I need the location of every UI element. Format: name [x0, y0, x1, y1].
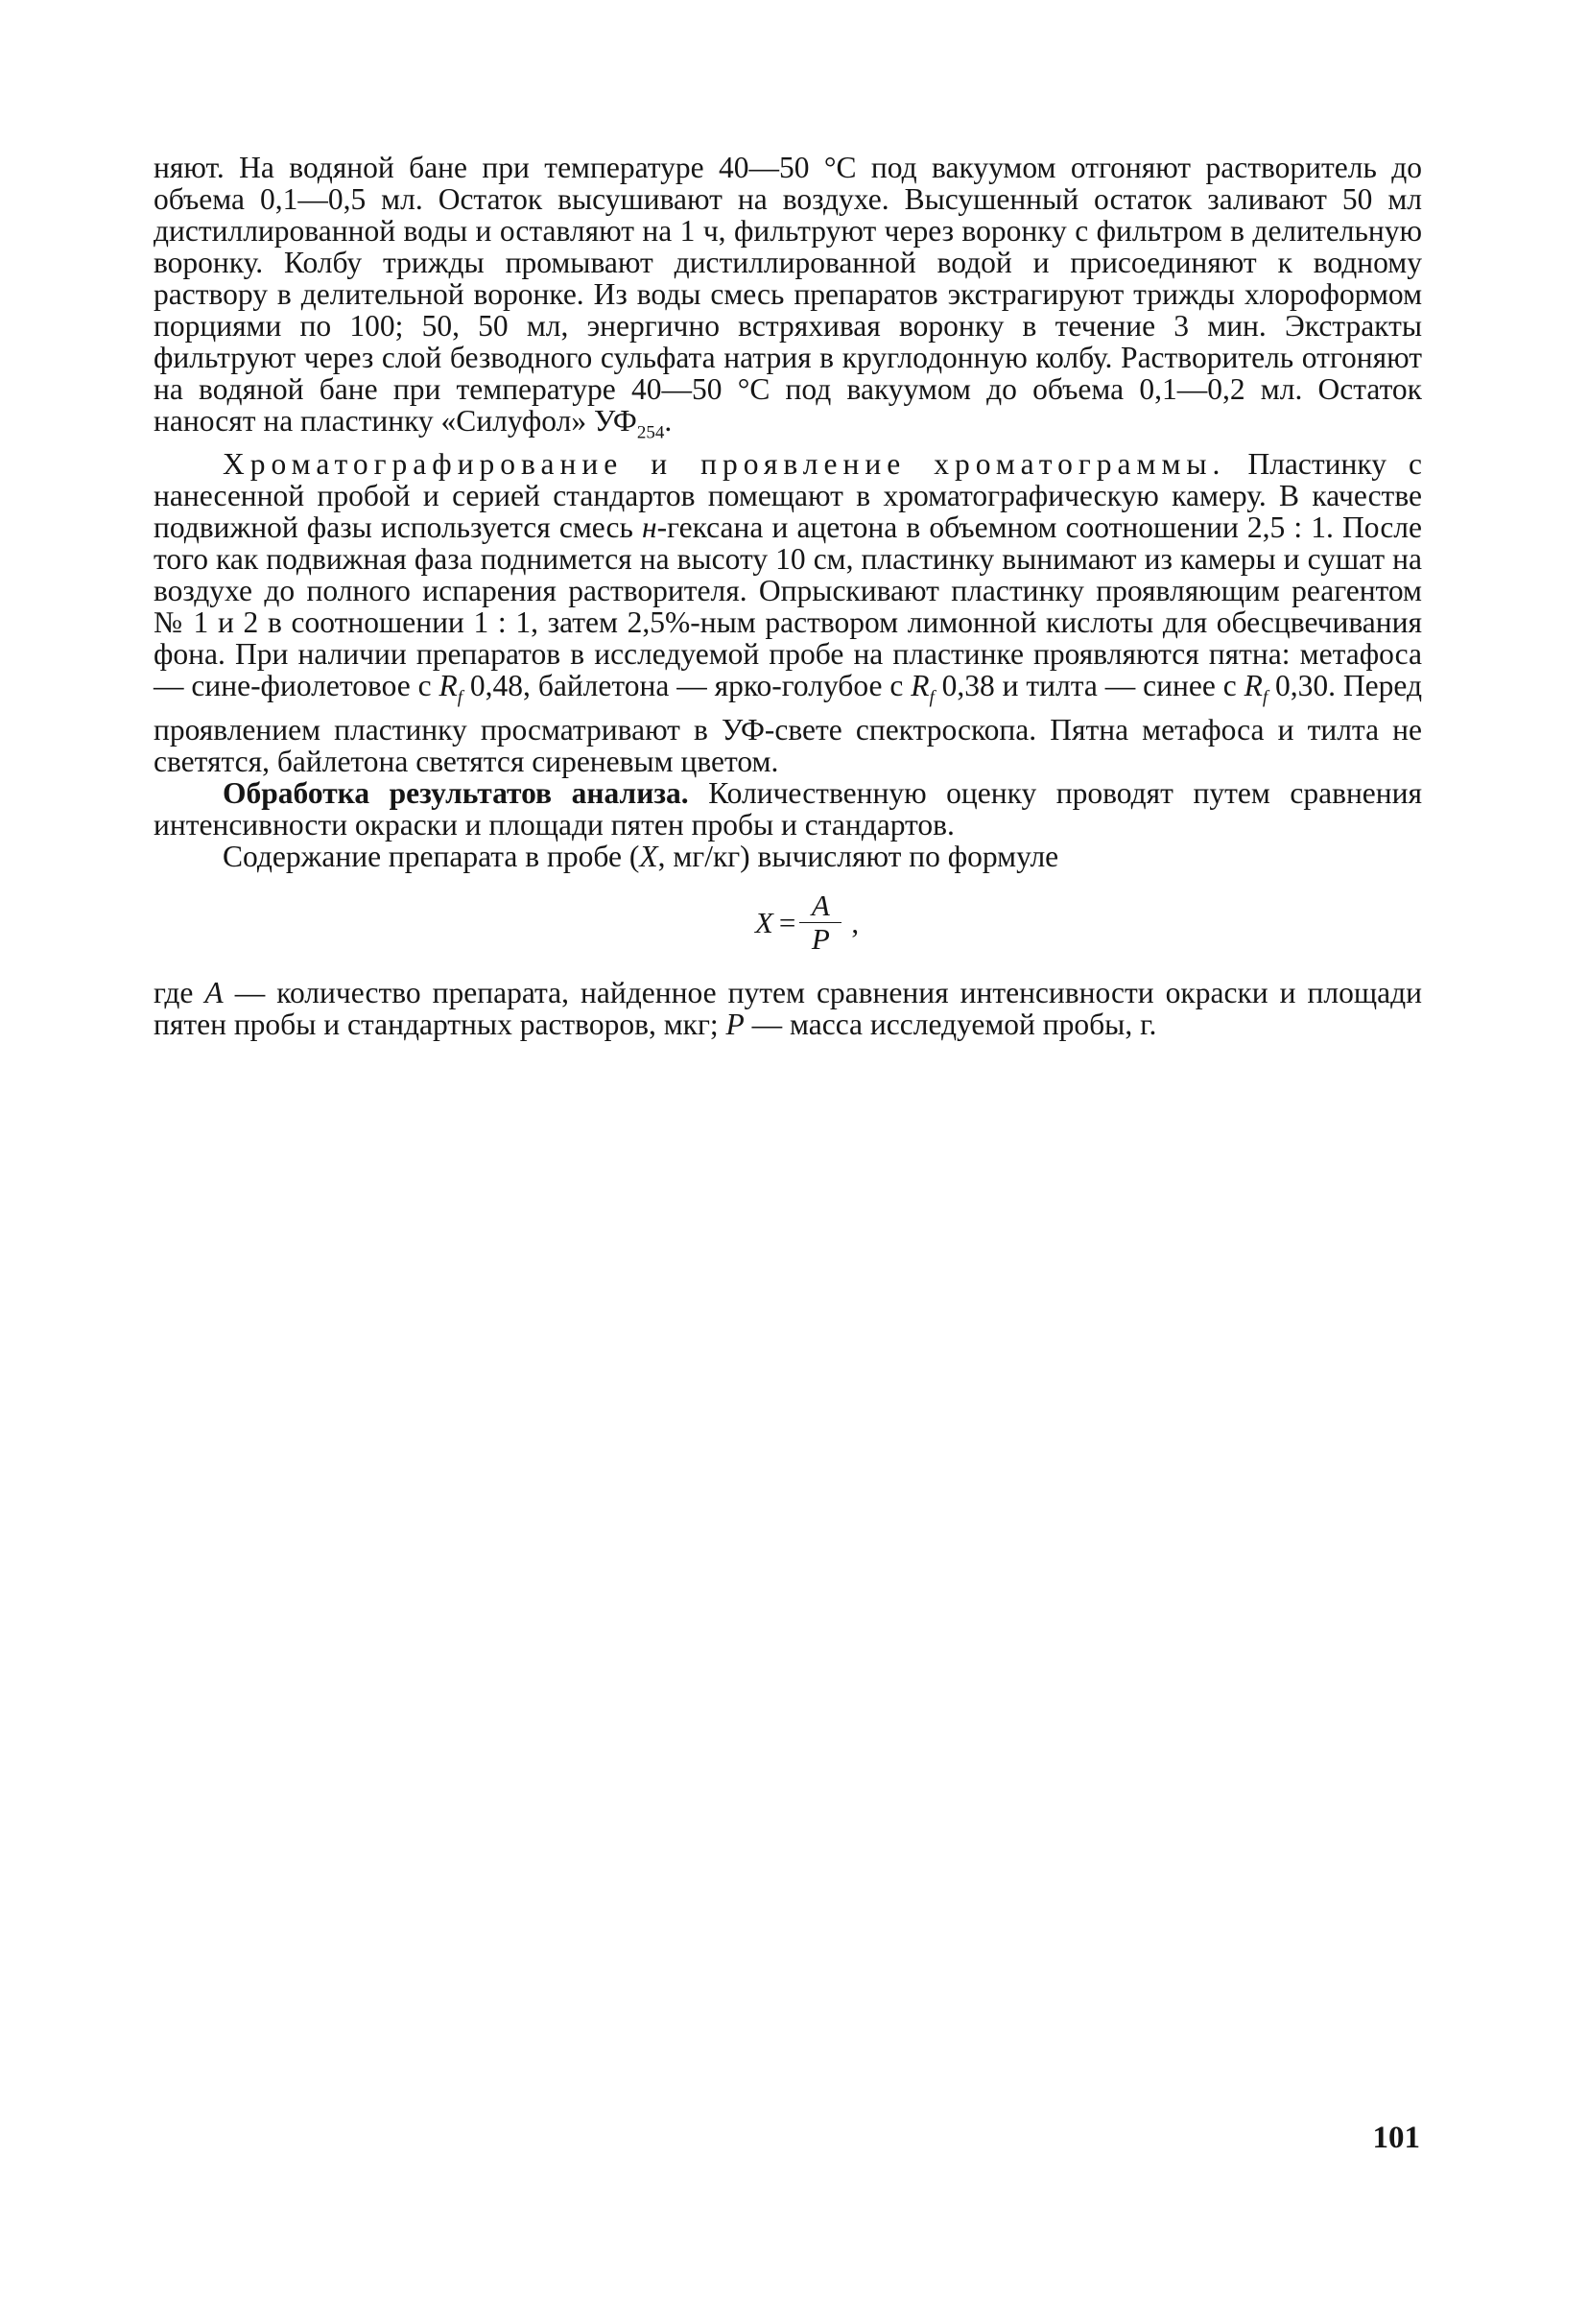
- results-text: Количественную оценку проводят путем сравнения интенсивности окраски и площади пятен пробы и стандартов.: [154, 775, 1422, 842]
- chromatography-text-a: Пластинку с нанесенной пробой и серией стандартов помещают в хроматографическую камеру. В качестве подвижной фазы используется смесь: [154, 447, 1422, 545]
- formula-intro-b: , мг/кг) вычисляют по формуле: [657, 839, 1059, 873]
- body-text: [154, 152, 1422, 1040]
- formula-equals: =: [778, 905, 796, 939]
- page-number: 101: [1372, 2121, 1420, 2155]
- chromatography-text-d: 0,38 и тилта — синее с: [934, 669, 1244, 703]
- formula-comma: ,: [851, 905, 860, 939]
- rf-symbol-2: $R_f$: [911, 669, 935, 708]
- legend-a: где: [154, 975, 205, 1009]
- chromatography-text-c: 0,48, байлетона — ярко-голубое с: [462, 669, 912, 703]
- formula: [154, 889, 1422, 956]
- formula-lhs: X: [754, 905, 773, 939]
- paragraph-formula-intro: [154, 841, 1422, 872]
- extraction-text: няют. На водяной бане при температуре 40—50 °С под вакуумом отгоняют растворитель до объема 0,1—0,5 мл. Остаток высушивают на воздухе. Высушенный остаток заливают 50 мл дистиллированной воды и оставляют на 1 ч, фильтруют через воронку с фильтром в делительную воронку. Колбу трижды промывают дистиллированной водой и присоединяют к водному раствору в делительной воронке. Из воды смесь препаратов экстрагируют трижды хлороформом порциями по 100; 50, 50 мл, энергично встряхивая воронку в течение 3 мин. Экстракты фильтруют через слой безводного сульфата натрия в круглодонную колбу. Растворитель отгоняют на водяной бане при температуре 40—50 °С под вакуумом до объема 0,1—0,2 мл. Остаток наносят на пластинку «Силуфол» УФ: [154, 151, 1422, 438]
- paragraph-results: [154, 777, 1422, 841]
- rf-symbol-1: $R_f$: [438, 669, 463, 708]
- formula-numerator: A: [811, 888, 830, 922]
- uv-subscript: 254: [636, 422, 665, 443]
- chromatography-heading: Хроматографирование и проявление хроматограммы.: [223, 447, 1226, 482]
- n-prefix: н: [642, 510, 657, 545]
- legend-b: — количество препарата, найденное путем сравнения интенсивности окраски и площади пятен пробы и стандартных растворов, мкг;: [154, 975, 1422, 1041]
- chromatography-text-b: -гексана и ацетона в объемном соотношении 2,5 : 1. После того как подвижная фаза поднимется на высоту 10 см, пластинку вынимают из камеры и сушат на воздухе до полного испарения растворителя. Опрыскивают пластинку проявляющим реагентом № 1 и 2 в соотношении 1 : 1, затем 2,5%-ным раствором лимонной кислоты для обесцвечивания фона. При наличии препаратов в исследуемой пробе на пластинке проявляются пятна: метафоса — сине-фиолетовое с: [154, 510, 1423, 703]
- results-heading: Обработка результатов анализа.: [223, 775, 689, 810]
- legend-A: A: [204, 975, 224, 1009]
- extraction-end: .: [664, 404, 673, 438]
- legend-P: P: [725, 1007, 745, 1041]
- paragraph-extraction: [154, 152, 1422, 448]
- chromatography-text-e: 0,30. Перед проявлением пластинку просматривают в УФ-свете спектроскопа. Пятна метафоса и тилта не светятся, байлетона светятся сиреневым цветом.: [154, 669, 1422, 778]
- formula-intro-x: X: [639, 839, 658, 873]
- paragraph-chromatography: [154, 448, 1422, 776]
- paragraph-legend: [154, 977, 1422, 1040]
- rf-symbol-3: $R_f$: [1244, 669, 1268, 708]
- formula-denominator: P: [811, 921, 830, 956]
- legend-c: — масса исследуемой пробы, г.: [744, 1007, 1157, 1041]
- formula-fraction: [799, 889, 841, 956]
- formula-intro-a: Содержание препарата в пробе (: [223, 839, 640, 873]
